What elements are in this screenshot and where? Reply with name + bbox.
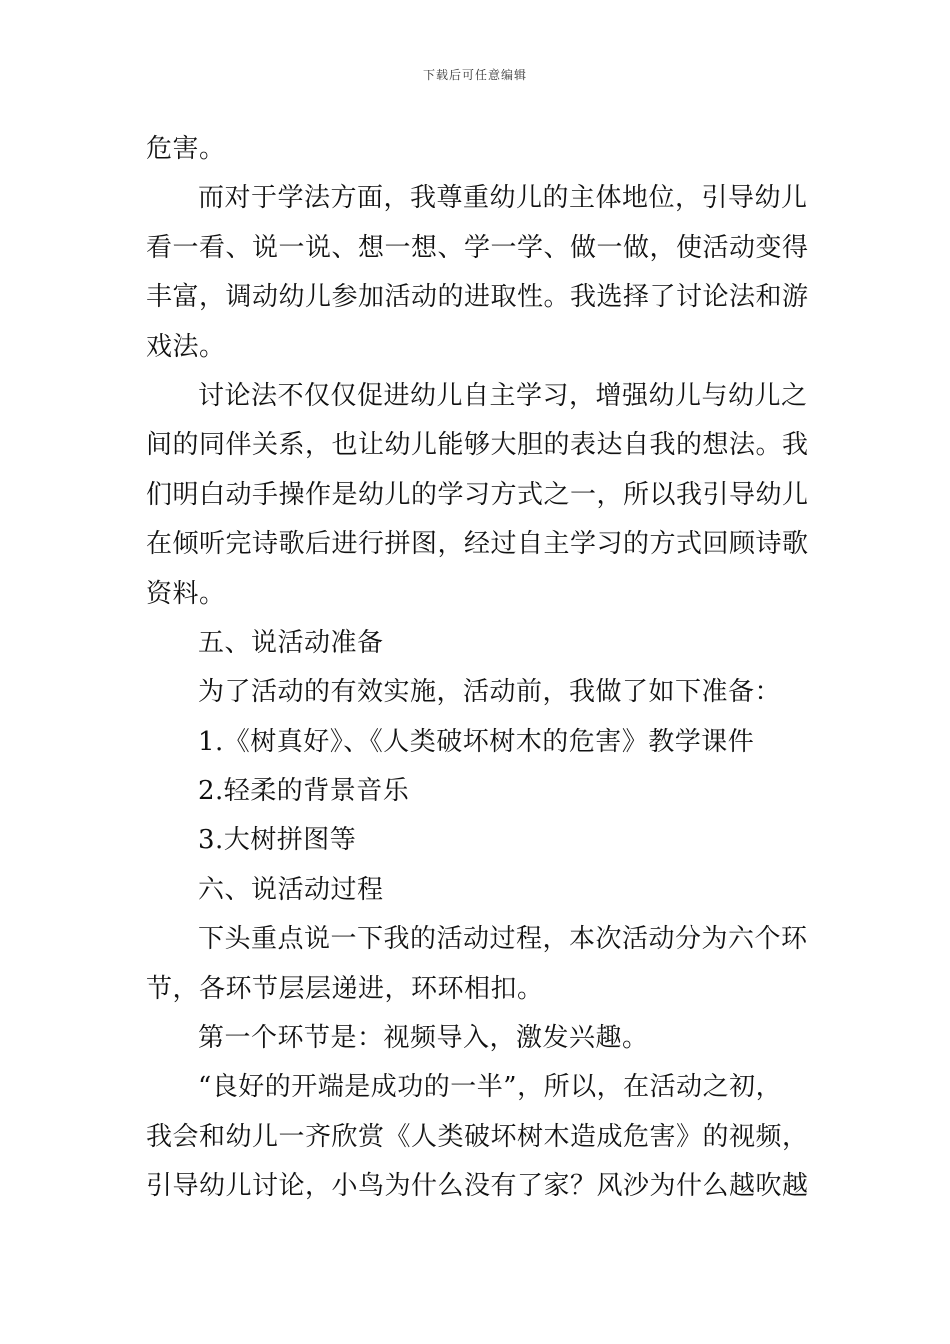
text-line: 我会和幼儿一齐欣赏《人类破坏树木造成危害》的视频， <box>146 1121 809 1152</box>
text-line: 讨论法不仅仅促进幼儿自主学习，增强幼儿与幼儿之 <box>198 380 808 411</box>
text-line: 资料。 <box>146 578 226 609</box>
text-line: 看一看、说一说、想一想、学一学、做一做，使活动变得 <box>146 232 809 263</box>
text-line: “良好的开端是成功的一半”，所以，在活动之初， <box>198 1072 783 1103</box>
text-line: 3.大树拼图等 <box>198 825 357 856</box>
text-line: 而对于学法方面，我尊重幼儿的主体地位，引导幼儿 <box>198 183 808 214</box>
text-line: 六、说活动过程 <box>198 874 384 905</box>
text-line: 在倾听完诗歌后进行拼图，经过自主学习的方式回顾诗歌 <box>146 529 809 560</box>
text-line: 2.轻柔的背景音乐 <box>198 776 410 807</box>
text-line: 戏法。 <box>146 331 226 362</box>
text-line: 引导幼儿讨论，小鸟为什么没有了家？风沙为什么越吹越 <box>146 1171 809 1202</box>
text-line: 节，各环节层层递进，环环相扣。 <box>146 973 544 1004</box>
text-line: 第一个环节是：视频导入，激发兴趣。 <box>198 1023 649 1054</box>
page-header-note: 下载后可任意编辑 <box>422 68 527 82</box>
text-line: 们明白动手操作是幼儿的学习方式之一，所以我引导幼儿 <box>146 479 809 510</box>
text-line: 五、说活动准备 <box>198 627 384 658</box>
document-body <box>146 125 808 1212</box>
text-line: 危害。 <box>146 134 226 164</box>
text-line: 间的同伴关系，也让幼儿能够大胆的表达自我的想法。我 <box>146 430 809 461</box>
text-line: 下头重点说一下我的活动过程，本次活动分为六个环 <box>198 924 808 955</box>
text-line: 1.《树真好》、《人类破坏树木的危害》教学课件 <box>198 726 755 757</box>
text-line: 丰富，调动幼儿参加活动的进取性。我选择了讨论法和游 <box>146 282 809 313</box>
text-line: 为了活动的有效实施，活动前，我做了如下准备： <box>198 677 782 708</box>
